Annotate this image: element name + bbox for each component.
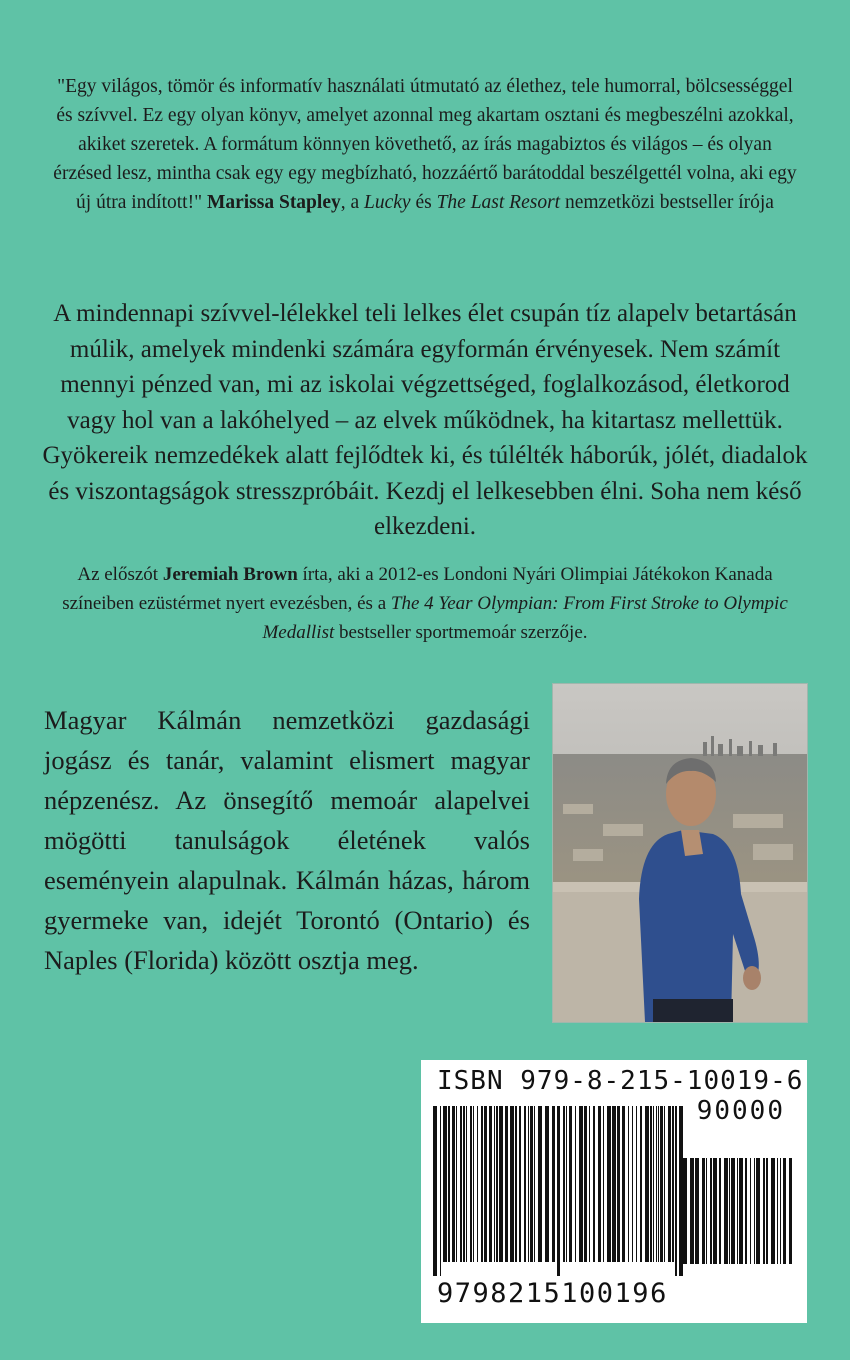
barcode-bar [719, 1158, 721, 1264]
barcode-bar [690, 1158, 694, 1264]
barcode-bar [593, 1106, 595, 1262]
barcode-bar [658, 1106, 659, 1262]
barcode-bar [552, 1106, 555, 1262]
barcode-digits: 9798215100196 [437, 1278, 668, 1309]
foreword-prefix: Az előszót [77, 564, 163, 585]
barcode-bar [530, 1106, 533, 1262]
barcode-bar [481, 1106, 483, 1262]
barcode-bar [499, 1106, 503, 1262]
barcode-bar [664, 1106, 665, 1262]
barcode-bar [460, 1106, 462, 1262]
barcode-bar [672, 1106, 674, 1262]
barcode-bar [702, 1158, 705, 1264]
barcode-bar [452, 1106, 455, 1262]
foreword-note [60, 560, 790, 647]
price-code: 90000 [696, 1096, 785, 1126]
barcode-bar [660, 1106, 663, 1262]
foreword-suffix: bestseller sportmemoár szerzője. [334, 622, 588, 643]
barcode-bar [675, 1106, 677, 1276]
barcode-bar [456, 1106, 457, 1262]
barcode-bar [569, 1106, 572, 1262]
barcode-bar [519, 1106, 521, 1262]
barcode-bar [777, 1158, 778, 1264]
foreword-author: Jeremiah Brown [162, 564, 298, 585]
addon-bars [683, 1158, 793, 1278]
barcode-bar [489, 1106, 492, 1262]
barcode-bar [557, 1106, 560, 1276]
barcode-bar [710, 1158, 712, 1264]
barcode-bar [683, 1158, 687, 1264]
barcode-bar [622, 1106, 625, 1262]
barcode-bar [496, 1106, 498, 1262]
barcode-bar [612, 1106, 616, 1262]
barcode-bar [745, 1158, 747, 1264]
author-photo [552, 683, 808, 1023]
barcode-bar [617, 1106, 620, 1262]
barcode-bar [607, 1106, 611, 1262]
barcode-bar [524, 1106, 526, 1262]
barcode-bar [750, 1158, 751, 1264]
barcode-bar [650, 1106, 652, 1262]
barcode-bar [440, 1106, 441, 1276]
quote-and: és [410, 192, 437, 213]
barcode-bar [484, 1106, 487, 1262]
barcode-bar [780, 1158, 781, 1264]
barcode-bar [754, 1158, 755, 1264]
barcode-bar [466, 1106, 467, 1262]
barcode-bar [528, 1106, 529, 1262]
barcode-bar [470, 1106, 472, 1262]
barcode-bar [575, 1106, 576, 1262]
barcode-bar [603, 1106, 604, 1262]
barcode-bar [763, 1158, 765, 1264]
barcode-bar [515, 1106, 517, 1262]
quote-book-2: The Last Resort [436, 192, 561, 213]
barcode-bars [433, 1106, 683, 1276]
barcode-bar [636, 1106, 637, 1262]
book-description: A mindennapi szívvel-lélekkel teli lelkes élet csupán tíz alapelv betartásán múlik, amelyek mindenki számára egyformán érvényesek. Nem számít mennyi pénzed van, mi az iskolai végzettséged, foglalkozásod, életkorod vagy hol van a lakóhelyed – az elvek működnek, ha kitartasz mellettük. Gyökereik nemzedékek alatt fejlődtek ki, és túlélték háborúk, jólét, diadalok és viszontagságok stresszpróbáit. Kezdj el lelkesebben élni. Soha nem késő elkezdeni. [42, 300, 808, 540]
barcode-bar [771, 1158, 775, 1264]
author-photo-image [553, 684, 807, 1022]
foreword-book-title: The 4 Year Olympian: From First Stroke to Olympic Medallist [262, 593, 788, 643]
foreword-middle: írta, aki a 2012-es Londoni Nyári Olimpiai Játékokon Kanada színeiben ezüstérmet nyert evezésben, és a [62, 564, 773, 614]
barcode-bar [783, 1158, 786, 1264]
barcode-bar [632, 1106, 633, 1262]
barcode-bar [448, 1106, 450, 1262]
barcode-bar [505, 1106, 508, 1262]
barcode-bar [589, 1106, 590, 1262]
barcode-bar [628, 1106, 629, 1262]
isbn-label: ISBN 979-8-215-10019-6 [437, 1066, 804, 1096]
barcode-bar [433, 1106, 437, 1276]
barcode-bar [534, 1106, 535, 1262]
barcode-bar [731, 1158, 735, 1264]
barcode-bar [729, 1158, 730, 1264]
endorsement-quote [50, 72, 800, 217]
quote-book-1: Lucky [364, 192, 411, 213]
barcode-bar [668, 1106, 671, 1262]
barcode-bar [756, 1158, 760, 1264]
barcode-bar [789, 1158, 792, 1264]
barcode-bar [477, 1106, 478, 1262]
barcode-bar [706, 1158, 707, 1264]
barcode-bar [724, 1158, 728, 1264]
quote-author: Marissa Stapley [206, 192, 341, 213]
barcode-bar [463, 1106, 465, 1262]
barcode-bar [473, 1106, 474, 1262]
barcode-bar [656, 1106, 657, 1262]
barcode-bar [584, 1106, 587, 1262]
barcode-bar [739, 1158, 743, 1264]
isbn-barcode [421, 1060, 807, 1323]
barcode-bar [443, 1106, 447, 1262]
quote-author-suffix: nemzetközi bestseller írója [560, 192, 774, 213]
barcode-bar [645, 1106, 649, 1262]
barcode-bar [566, 1106, 567, 1262]
barcode-bar [713, 1158, 717, 1264]
quote-text: "Egy világos, tömör és informatív használati útmutató az élethez, tele humorral, bölcsességgel és szívvel. Ez egy olyan könyv, amelyet azonnal meg akartam osztani és megbeszélni azokkal, akiket szeretek. A formátum könnyen követhető, az írás magabiztos és világos – és olyan érzésed lesz, mintha csak egy egy megbízható, hozzáértő barátoddal beszélgettél volna, aki egy új útra indított!" [53, 76, 797, 213]
barcode-bar [640, 1106, 642, 1262]
barcode-bar [538, 1106, 542, 1262]
barcode-bar [494, 1106, 495, 1262]
barcode-bar [510, 1106, 514, 1262]
barcode-bar [598, 1106, 601, 1262]
barcode-bar [737, 1158, 738, 1264]
barcode-bar [579, 1106, 583, 1262]
barcode-bar [563, 1106, 565, 1262]
author-bio: Magyar Kálmán nemzetközi gazdasági jogász és tanár, valamint elismert magyar népzenész. Az önsegítő memoár alapelvei mögötti tanulságok életének valós eseményein alapulnak. Kálmán házas, három gyermeke van, idejét Torontó (Ontario) és Naples (Florida) között osztja meg. [44, 705, 530, 975]
barcode-bar [766, 1158, 768, 1264]
barcode-bar [695, 1158, 699, 1264]
quote-author-sep: , a [340, 192, 360, 213]
barcode-bar [653, 1106, 654, 1262]
barcode-bar [545, 1106, 549, 1262]
